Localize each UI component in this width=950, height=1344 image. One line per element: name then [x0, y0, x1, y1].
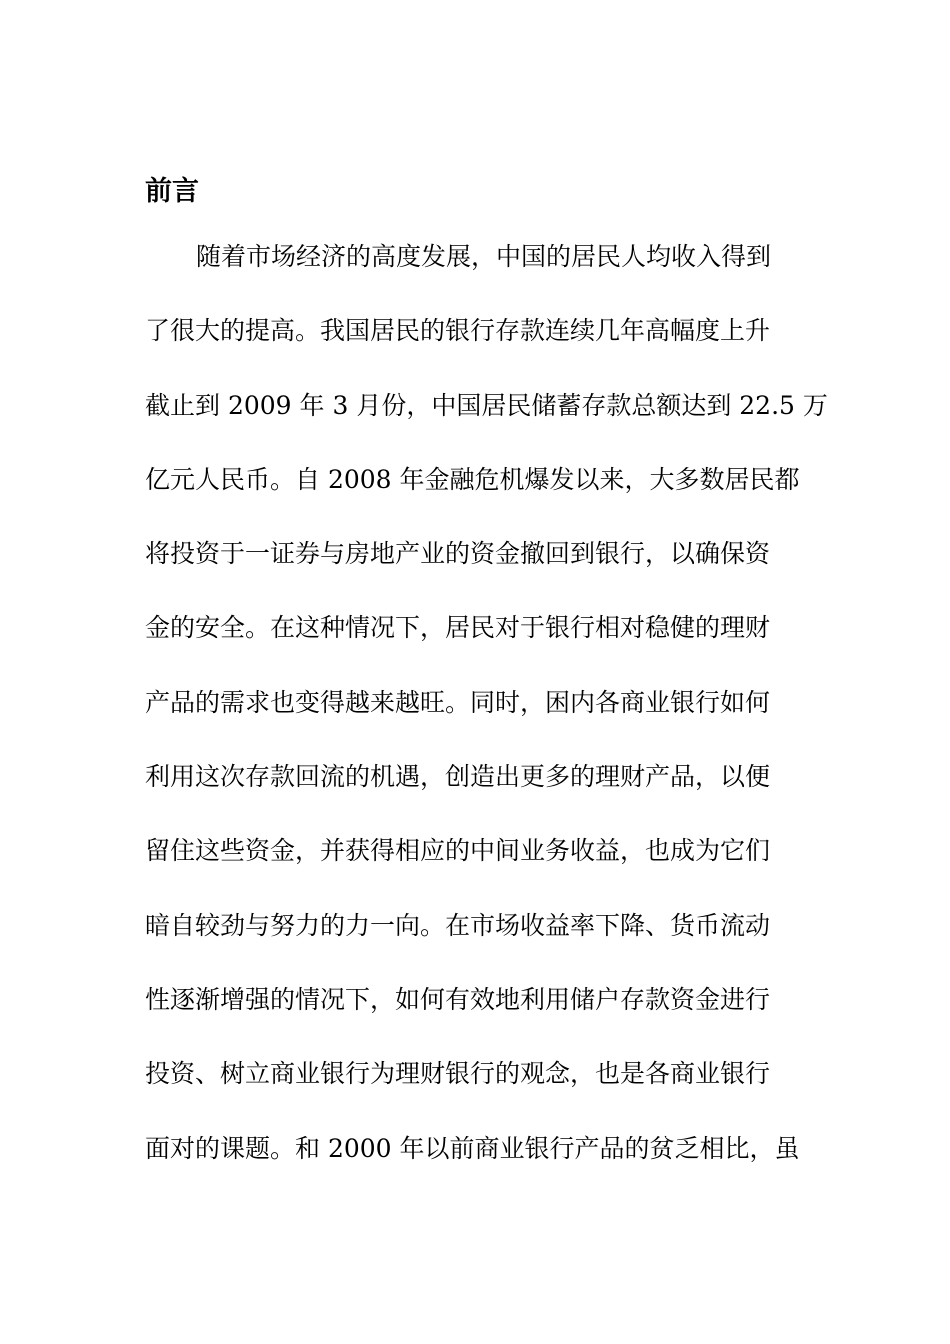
paragraph-line: 投资、树立商业银行为理财银行的观念，也是各商业银行	[145, 1059, 771, 1089]
paragraph-line: 了很大的提高。我国居民的银行存款连续几年高幅度上升	[145, 316, 771, 346]
section-heading: 前言	[145, 176, 199, 207]
paragraph-line: 产品的需求也变得越来越旺。同时，困内各商业银行如何	[145, 687, 771, 717]
paragraph-line: 金的安全。在这种情况下，居民对于银行相对稳健的理财	[145, 613, 771, 643]
paragraph-line: 截止到 2009 年 3 月份，中国居民储蓄存款总额达到 22.5 万	[145, 390, 828, 420]
paragraph-line: 将投资于一证券与房地产业的资金撤回到银行，以确保资	[145, 539, 771, 569]
paragraph-line: 暗自较劲与努力的力一向。在市场收益率下降、货币流动	[145, 910, 771, 940]
paragraph-line: 利用这次存款回流的机遇，创造出更多的理财产品，以便	[145, 762, 771, 792]
body-paragraph	[145, 235, 828, 1201]
paragraph-line: 随着市场经济的高度发展，中国的居民人均收入得到	[196, 242, 772, 271]
paragraph-line: 留住这些资金，并获得相应的中间业务收益，也成为它们	[145, 836, 771, 866]
paragraph-line: 性逐渐增强的情况下，如何有效地利用储户存款资金进行	[145, 984, 771, 1014]
paragraph-line: 面对的课题。和 2000 年以前商业银行产品的贫乏相比，虽	[145, 1133, 800, 1163]
paragraph-line: 亿元人民币。自 2008 年金融危机爆发以来，大多数居民都	[145, 464, 800, 494]
